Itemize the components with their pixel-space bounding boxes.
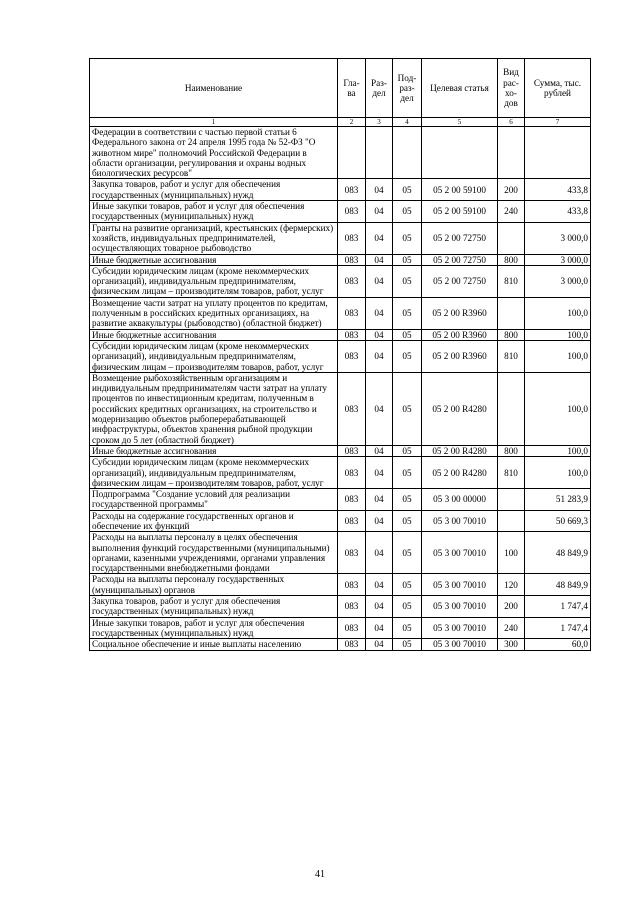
cell-vid: 800 xyxy=(498,445,525,456)
cell-sum: 3 000,0 xyxy=(525,222,591,254)
cell-name: Социальное обеспечение и иные выплаты населению xyxy=(90,639,338,650)
cell-podrazdel: 05 xyxy=(393,532,422,574)
cell-target: 05 3 00 70010 xyxy=(422,510,498,532)
cell-sum: 50 669,3 xyxy=(525,510,591,532)
cell-vid: 800 xyxy=(498,254,525,265)
cell-target: 05 2 00 R3960 xyxy=(422,297,498,329)
cell-vid xyxy=(498,127,525,179)
cell-razdel: 04 xyxy=(366,457,393,489)
cell-target: 05 2 00 R4280 xyxy=(422,445,498,456)
cell-razdel: 04 xyxy=(366,297,393,329)
col-number: 7 xyxy=(525,118,591,127)
cell-sum: 433,8 xyxy=(525,179,591,201)
cell-glava: 083 xyxy=(338,329,366,340)
cell-glava: 083 xyxy=(338,489,366,511)
col-number: 5 xyxy=(422,118,498,127)
cell-name: Возмещение части затрат на уплату процентов по кредитам, полученным в российских кредитных организациях, на развитие аквакультуры (рыбоводство) (областной бюджет) xyxy=(90,297,338,329)
table-row xyxy=(90,297,591,329)
col-number: 2 xyxy=(338,118,366,127)
cell-glava: 083 xyxy=(338,445,366,456)
cell-glava: 083 xyxy=(338,340,366,372)
table-row xyxy=(90,445,591,456)
cell-razdel: 04 xyxy=(366,329,393,340)
cell-target: 05 3 00 70010 xyxy=(422,532,498,574)
table-row xyxy=(90,254,591,265)
cell-razdel: 04 xyxy=(366,532,393,574)
cell-sum xyxy=(525,127,591,179)
table-row xyxy=(90,510,591,532)
cell-vid: 810 xyxy=(498,265,525,297)
cell-target: 05 2 00 R3960 xyxy=(422,340,498,372)
cell-razdel: 04 xyxy=(366,340,393,372)
column-number-row xyxy=(90,118,591,127)
cell-podrazdel: 05 xyxy=(393,574,422,596)
cell-podrazdel xyxy=(393,127,422,179)
cell-podrazdel: 05 xyxy=(393,445,422,456)
cell-target: 05 3 00 70010 xyxy=(422,596,498,618)
cell-podrazdel: 05 xyxy=(393,265,422,297)
table-row xyxy=(90,329,591,340)
cell-vid: 240 xyxy=(498,201,525,223)
cell-target: 05 2 00 R3960 xyxy=(422,329,498,340)
cell-podrazdel: 05 xyxy=(393,510,422,532)
table-row xyxy=(90,489,591,511)
table-row xyxy=(90,179,591,201)
cell-glava: 083 xyxy=(338,222,366,254)
cell-target: 05 2 00 R4280 xyxy=(422,372,498,445)
cell-podrazdel: 05 xyxy=(393,340,422,372)
cell-podrazdel: 05 xyxy=(393,457,422,489)
table-row xyxy=(90,265,591,297)
cell-razdel: 04 xyxy=(366,596,393,618)
col-number: 1 xyxy=(90,118,338,127)
cell-name: Подпрограмма "Создание условий для реализации государственной программы" xyxy=(90,489,338,511)
cell-glava: 083 xyxy=(338,201,366,223)
cell-vid xyxy=(498,222,525,254)
cell-glava: 083 xyxy=(338,265,366,297)
table-row xyxy=(90,457,591,489)
cell-sum: 100,0 xyxy=(525,340,591,372)
cell-glava: 083 xyxy=(338,596,366,618)
cell-target: 05 2 00 59100 xyxy=(422,179,498,201)
table-row xyxy=(90,639,591,650)
table-body xyxy=(90,127,591,651)
cell-razdel: 04 xyxy=(366,372,393,445)
table-header-row xyxy=(90,59,591,118)
cell-razdel xyxy=(366,127,393,179)
cell-razdel: 04 xyxy=(366,574,393,596)
budget-table xyxy=(89,58,591,651)
cell-glava: 083 xyxy=(338,457,366,489)
cell-vid xyxy=(498,510,525,532)
cell-glava: 083 xyxy=(338,639,366,650)
table-row xyxy=(90,596,591,618)
cell-sum: 100,0 xyxy=(525,329,591,340)
cell-target: 05 2 00 72750 xyxy=(422,265,498,297)
cell-sum: 100,0 xyxy=(525,457,591,489)
cell-name: Федерации в соответствии с частью первой статьи 6 Федерального закона от 24 апреля 1995 года № 52-ФЗ "О животном мире" полномочий Российской Федерации в области организации, регулирования и охраны водных биологических ресурсов" xyxy=(90,127,338,179)
cell-podrazdel: 05 xyxy=(393,179,422,201)
cell-razdel: 04 xyxy=(366,222,393,254)
cell-podrazdel: 05 xyxy=(393,297,422,329)
cell-name: Закупка товаров, работ и услуг для обеспечения государственных (муниципальных) нужд xyxy=(90,596,338,618)
cell-glava: 083 xyxy=(338,574,366,596)
cell-sum: 100,0 xyxy=(525,445,591,456)
table-row xyxy=(90,372,591,445)
cell-sum: 433,8 xyxy=(525,201,591,223)
table-row xyxy=(90,340,591,372)
cell-vid: 300 xyxy=(498,639,525,650)
cell-sum: 3 000,0 xyxy=(525,265,591,297)
cell-target: 05 2 00 72750 xyxy=(422,222,498,254)
header-vid: Вид рас-хо-дов xyxy=(498,59,525,118)
cell-target: 05 2 00 R4280 xyxy=(422,457,498,489)
table-row xyxy=(90,532,591,574)
cell-sum: 1 747,4 xyxy=(525,617,591,639)
cell-sum: 3 000,0 xyxy=(525,254,591,265)
cell-target xyxy=(422,127,498,179)
cell-vid: 800 xyxy=(498,329,525,340)
cell-sum: 60,0 xyxy=(525,639,591,650)
cell-razdel: 04 xyxy=(366,617,393,639)
table-row xyxy=(90,222,591,254)
cell-name: Иные бюджетные ассигнования xyxy=(90,445,338,456)
cell-sum: 48 849,9 xyxy=(525,532,591,574)
cell-podrazdel: 05 xyxy=(393,222,422,254)
cell-name: Иные бюджетные ассигнования xyxy=(90,254,338,265)
col-number: 3 xyxy=(366,118,393,127)
cell-name: Расходы на выплаты персоналу государственных (муниципальных) органов xyxy=(90,574,338,596)
cell-podrazdel: 05 xyxy=(393,596,422,618)
cell-podrazdel: 05 xyxy=(393,489,422,511)
header-target: Целевая статья xyxy=(422,59,498,118)
cell-vid: 200 xyxy=(498,596,525,618)
cell-sum: 100,0 xyxy=(525,372,591,445)
cell-razdel: 04 xyxy=(366,201,393,223)
cell-glava: 083 xyxy=(338,297,366,329)
cell-sum: 100,0 xyxy=(525,297,591,329)
cell-glava: 083 xyxy=(338,532,366,574)
cell-podrazdel: 05 xyxy=(393,617,422,639)
cell-vid: 810 xyxy=(498,457,525,489)
header-glava: Гла-ва xyxy=(338,59,366,118)
cell-glava xyxy=(338,127,366,179)
cell-target: 05 3 00 00000 xyxy=(422,489,498,511)
header-podrazdel: Под-раз-дел xyxy=(393,59,422,118)
cell-glava: 083 xyxy=(338,510,366,532)
cell-glava: 083 xyxy=(338,372,366,445)
cell-vid: 810 xyxy=(498,340,525,372)
cell-name: Иные закупки товаров, работ и услуг для обеспечения государственных (муниципальных) нужд xyxy=(90,201,338,223)
cell-razdel: 04 xyxy=(366,510,393,532)
cell-vid xyxy=(498,297,525,329)
header-name: Наименование xyxy=(90,59,338,118)
cell-podrazdel: 05 xyxy=(393,372,422,445)
cell-razdel: 04 xyxy=(366,445,393,456)
cell-vid: 200 xyxy=(498,179,525,201)
cell-name: Закупка товаров, работ и услуг для обеспечения государственных (муниципальных) нужд xyxy=(90,179,338,201)
cell-glava: 083 xyxy=(338,254,366,265)
cell-name: Расходы на содержание государственных органов и обеспечение их функций xyxy=(90,510,338,532)
cell-target: 05 3 00 70010 xyxy=(422,639,498,650)
cell-name: Субсидии юридическим лицам (кроме некоммерческих организаций), индивидуальным предпринимателям, физическим лицам – производителям товаров, работ, услуг xyxy=(90,340,338,372)
cell-name: Гранты на развитие организаций, крестьянских (фермерских) хозяйств, индивидуальных предпринимателей, осуществляющих товарное рыбоводство xyxy=(90,222,338,254)
cell-name: Возмещение рыбохозяйственным организациям и индивидуальным предпринимателям части затрат на уплату процентов по инвестиционным кредитам, полученным в российских кредитных организациях, на строительство и модернизацию объектов рыбоперерабатывающей инфраструктуры, объектов хранения рыбной продукции сроком до 5 лет (областной бюджет) xyxy=(90,372,338,445)
cell-target: 05 2 00 72750 xyxy=(422,254,498,265)
cell-sum: 1 747,4 xyxy=(525,596,591,618)
cell-vid xyxy=(498,372,525,445)
col-number: 4 xyxy=(393,118,422,127)
cell-name: Иные бюджетные ассигнования xyxy=(90,329,338,340)
cell-sum: 51 283,9 xyxy=(525,489,591,511)
header-razdel: Раз-дел xyxy=(366,59,393,118)
cell-vid: 100 xyxy=(498,532,525,574)
table-row xyxy=(90,201,591,223)
cell-glava: 083 xyxy=(338,179,366,201)
cell-podrazdel: 05 xyxy=(393,639,422,650)
cell-razdel: 04 xyxy=(366,639,393,650)
cell-name: Расходы на выплаты персоналу в целях обеспечения выполнения функций государственными (муниципальными) органами, казенными учреждениями, органами управления государственными внебюджетными фондами xyxy=(90,532,338,574)
col-number: 6 xyxy=(498,118,525,127)
cell-target: 05 3 00 70010 xyxy=(422,574,498,596)
header-sum: Сумма, тыс. рублей xyxy=(525,59,591,118)
cell-razdel: 04 xyxy=(366,179,393,201)
cell-razdel: 04 xyxy=(366,254,393,265)
cell-vid: 240 xyxy=(498,617,525,639)
cell-name: Субсидии юридическим лицам (кроме некоммерческих организаций), индивидуальным предпринимателям, физическим лицам – производителям товаров, работ, услуг xyxy=(90,265,338,297)
cell-podrazdel: 05 xyxy=(393,329,422,340)
cell-glava: 083 xyxy=(338,617,366,639)
cell-target: 05 3 00 70010 xyxy=(422,617,498,639)
cell-target: 05 2 00 59100 xyxy=(422,201,498,223)
cell-razdel: 04 xyxy=(366,489,393,511)
cell-sum: 48 849,9 xyxy=(525,574,591,596)
cell-razdel: 04 xyxy=(366,265,393,297)
table-row xyxy=(90,617,591,639)
cell-vid: 120 xyxy=(498,574,525,596)
table-row xyxy=(90,574,591,596)
cell-podrazdel: 05 xyxy=(393,254,422,265)
cell-name: Иные закупки товаров, работ и услуг для обеспечения государственных (муниципальных) нужд xyxy=(90,617,338,639)
page-number: 41 xyxy=(315,869,325,880)
cell-vid xyxy=(498,489,525,511)
table-row xyxy=(90,127,591,179)
cell-name: Субсидии юридическим лицам (кроме некоммерческих организаций), индивидуальным предпринимателям, физическим лицам – производителям товаров, работ, услуг xyxy=(90,457,338,489)
cell-podrazdel: 05 xyxy=(393,201,422,223)
